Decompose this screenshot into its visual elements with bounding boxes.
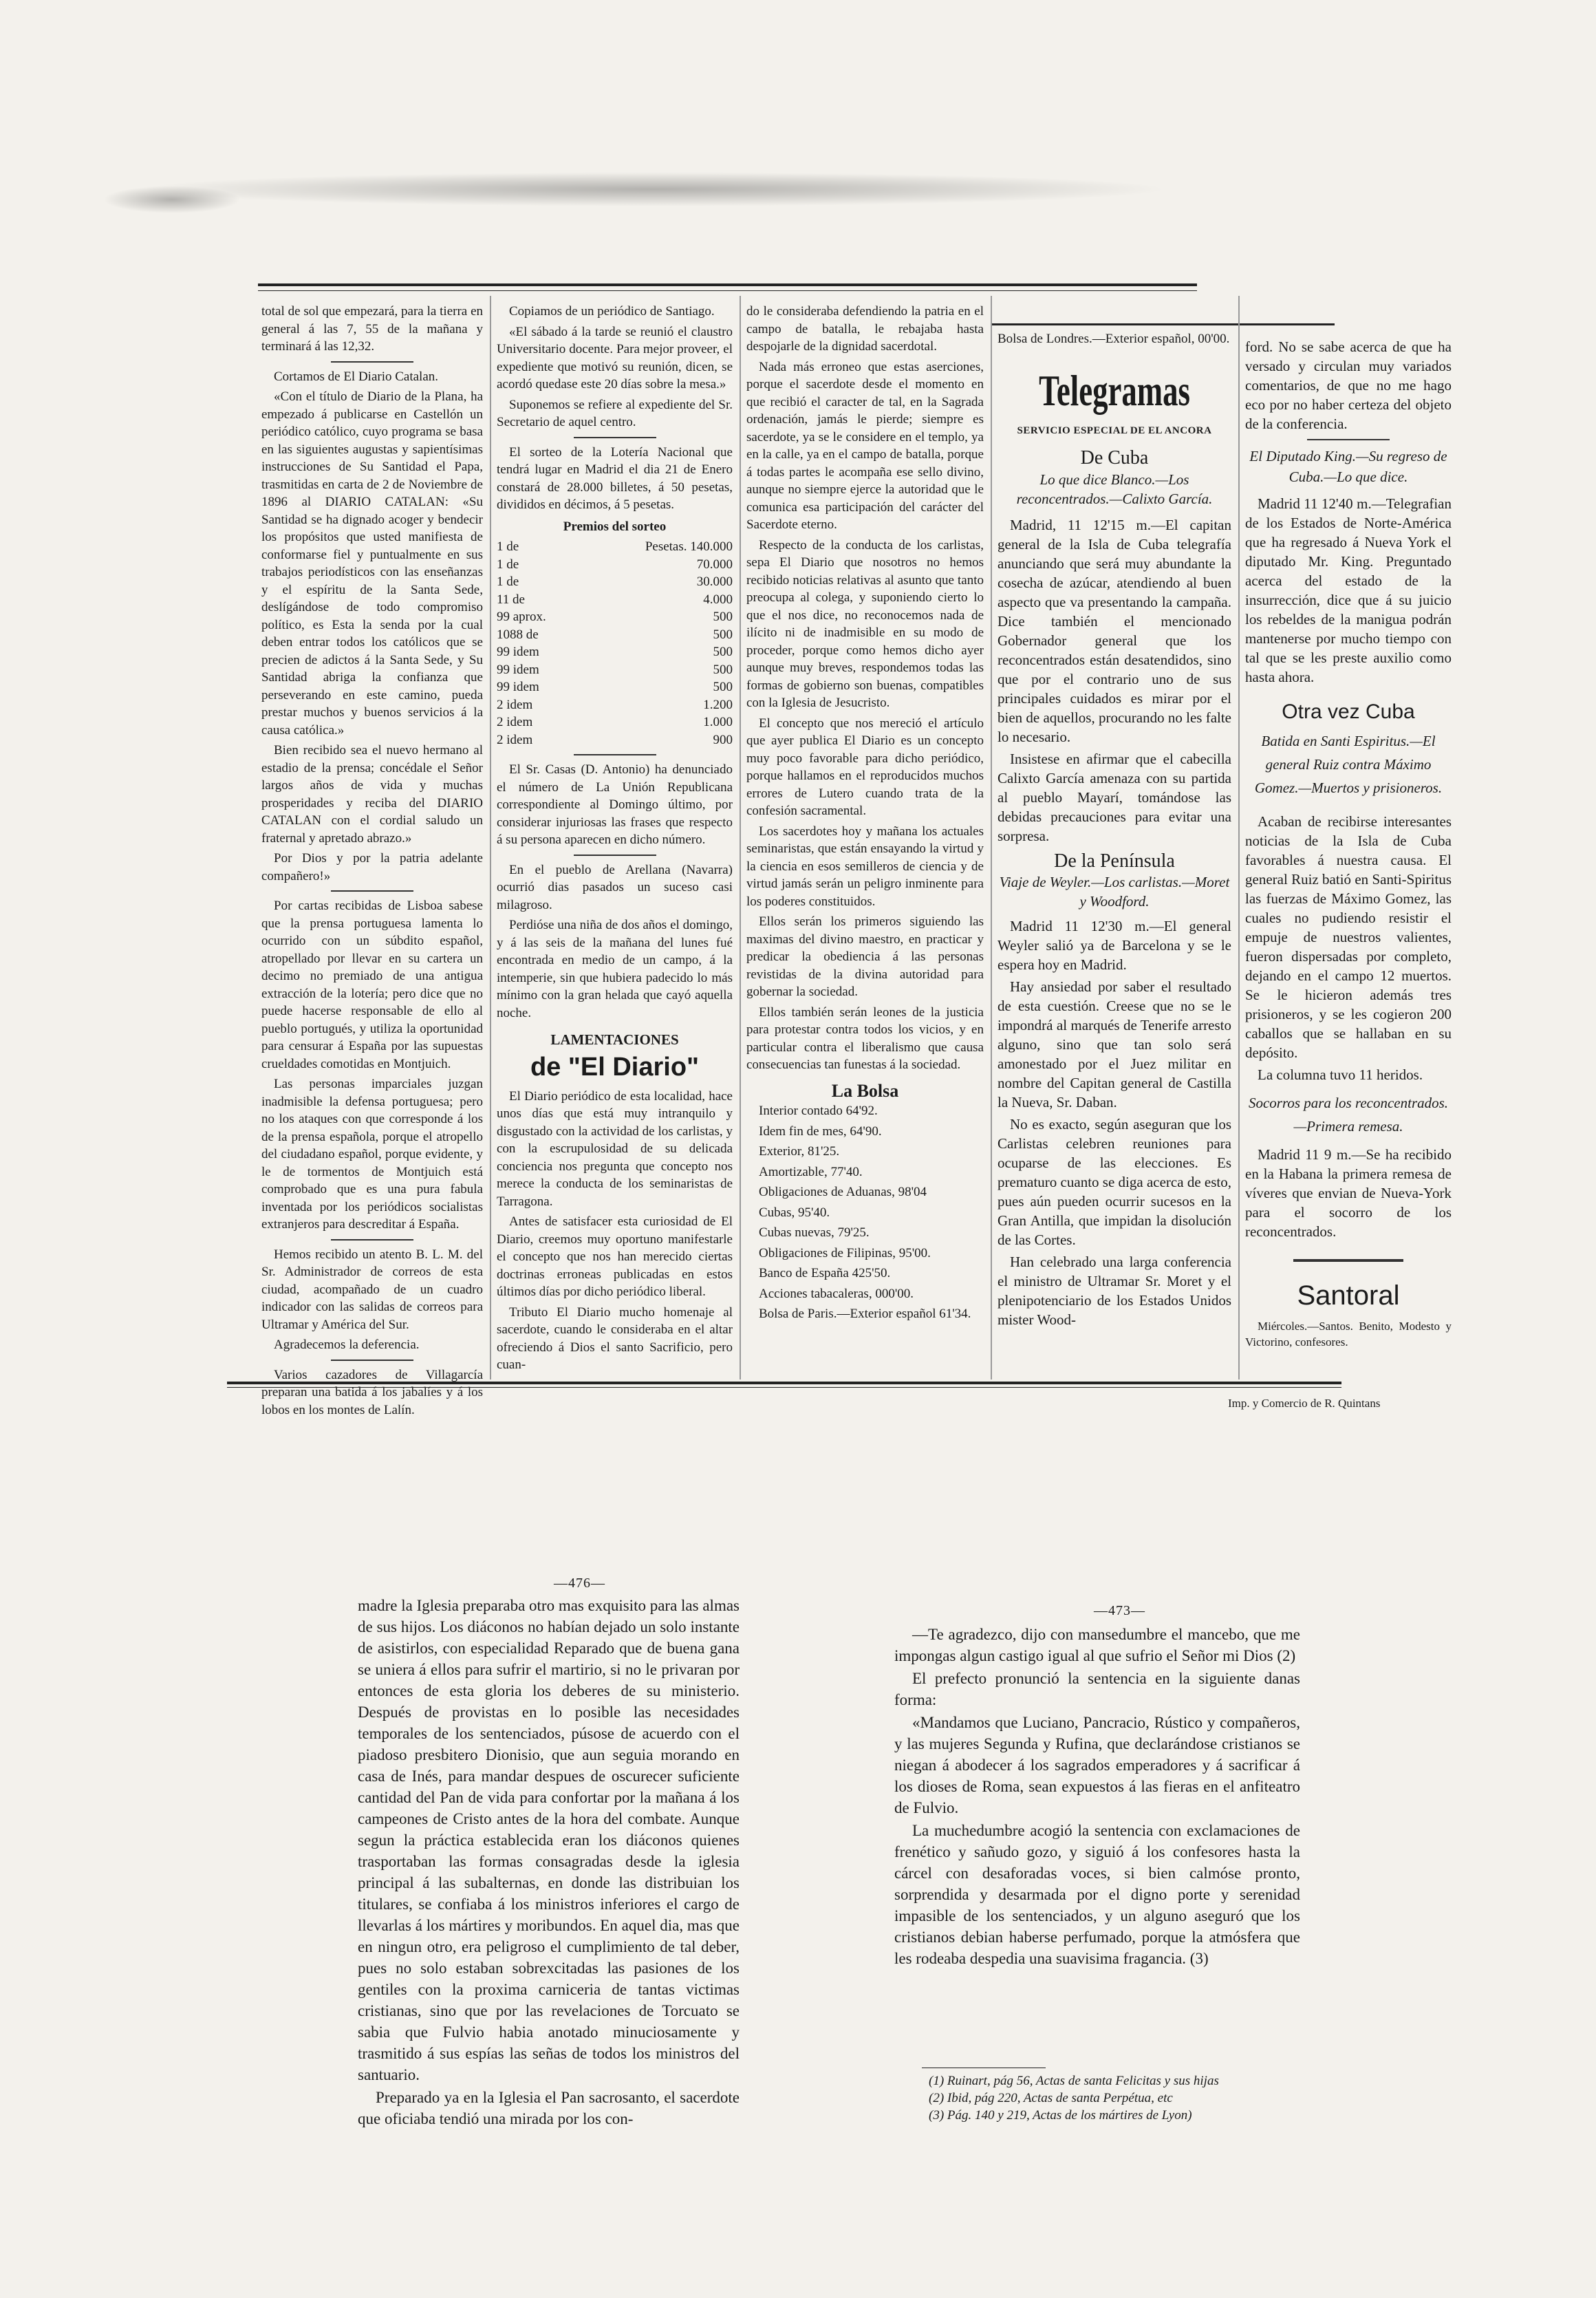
paragraph: «El sábado á la tarde se reunió el claustro Universitario docente. Para mejor proveer, el expediente que motivó su reunión, dicen, se acordó quedase este 20 días sobre la mesa.»	[497, 324, 733, 391]
column-divider	[991, 296, 992, 1379]
prize-amount: 1.200	[703, 697, 733, 712]
paragraph: Acaban de recibirse interesantes noticias de la Isla de Cuba favorables á nuestra causa. El general Ruiz batió en Santi-Spiritus las fuerzas de Máximo Gomez, las cuales no pudiendo resistir el empuje de nuestros valientes, fueron dispersadas por completo, dejando en el campo 12 muertos. Se le hicieron además tres prisioneros, y se les cogieron 200 caballos que se hallaban en su depósito.	[1245, 813, 1452, 1061]
santoral-heading: Santoral	[1297, 1280, 1400, 1311]
column-divider	[490, 296, 491, 1379]
prize-amount: 500	[713, 645, 733, 659]
peninsula-heading: De la Península	[1054, 850, 1175, 872]
otra-vez-cuba-heading: Otra vez Cuba	[1282, 700, 1415, 723]
paragraph: Antes de satisfacer esta curiosidad de El Diario, creemos muy oportuno manifestarle el concepto que nos han merecido ciertas doctrinas erroneas publicadas en estos últimos días por dicho periódico liberal.	[497, 1214, 733, 1299]
prize-label: 99 idem	[497, 680, 539, 694]
separator	[331, 890, 413, 892]
separator	[331, 1239, 413, 1241]
prize-table-title: Premios del sorteo	[563, 519, 667, 534]
prize-amount: 1.000	[703, 715, 733, 729]
bolsa-item: Obligaciones de Aduanas, 98'04	[759, 1185, 927, 1199]
paragraph: Respecto de la conducta de los carlistas, sepa El Diario que nosotros no hemos recibido noticias relativas al asunto que tanto preocupa al colega, y suponiendo cierto lo que el nos dice, no reconocemos nada de ilícito ni de inadmisible en su modo de proceder, porque como hemos dicho ayer aunque muy breves, respondemos todas las formas de gobierno son buenas, compatibles con la Iglesia de Jesucristo.	[746, 537, 984, 710]
prize-row	[497, 573, 733, 591]
prize-label: 1 de	[497, 557, 519, 572]
paragraph: do le consideraba defendiendo la patria en el campo de batalla, le rebajaba hasta despojarle de la dignidad sacerdotal.	[746, 304, 984, 354]
page-number-left: —476—	[554, 1576, 605, 1591]
prize-row	[497, 591, 733, 609]
paragraph: madre la Iglesia preparaba otro mas exquisito para las almas de sus hijos. Los diáconos no habían dejado un solo instante de asistirlos, con especialidad Reparado que de buena gana se uniera á ellos para sufrir el martirio, si no le privaran por entonces de esta gloria los deberes de su ministerio. Después de provistas en lo posible las necesidades temporales de los sentenciados, púsose de acuerdo con el piadoso presbitero Dionisio, que aun seguia morando en casa de Inés, para mandar despues de oscurecer suficiente cantidad del Pan de vida para confortar por la mañana á los campeones de Cristo antes de la hora del combate. Aunque segun la práctica establecida eran los diáconos quienes trasportaban las formas consagradas desde la iglesia principal á las subalternas, en donde las distribuian los titulares, se confiaba á los ministros inferiores el cargo de llevarlas á los mártires y moribundos. En aquel dia, mas que en ningun otro, era peligroso el cumplimiento de tal deber, pues no solo estaban sobrexcitadas las pasiones de los gentiles con la proxima carniceria de tantas victimas cristianas, sino que por las revelaciones de Torcuato se sabia que Fulvio habia anotado minuciosamente y trasmitido á sus espías las señas de todos los ministros del santuario.	[358, 1597, 740, 2083]
prize-label: 1 de	[497, 539, 519, 554]
paragraph: «Mandamos que Luciano, Pancracio, Rústico y compañeros, y las mujeres Segunda y Rufina, que declarándose cristianos se niegan á abodecer á los sagrados emperadores y á sacrificar á los dioses de Roma, sean expuestos á las fieras en el anfiteatro de Fulvio.	[894, 1714, 1300, 1816]
top-rule-thin	[258, 290, 1197, 291]
scan-smudge-left	[103, 186, 241, 213]
footnotes	[929, 2072, 1314, 2124]
socorros-subheading: Socorros para los reconcentrados.—Primera remesa.	[1248, 1094, 1449, 1135]
paragraph: Las personas imparciales juzgan inadmisible la defensa portuguesa; pero no los ataques con que corresponde á los de la prensa española, porque el atropello del ciudadano español, porque evidente, y le de tormentos de Montjuich está comprobado que es una pura fabula inventada por los periódicos socialistas extranjeros para descreditar á España.	[261, 1077, 483, 1232]
column-1	[261, 303, 483, 1417]
prize-label: 1 de	[497, 574, 519, 589]
prize-row	[497, 661, 733, 679]
telegramas-heading: Telegramas	[1039, 365, 1190, 415]
prize-row	[497, 538, 733, 556]
paragraph: Madrid, 11 12'15 m.—El capitan general de la Isla de Cuba telegrafía anunciando que será muy abundante la cosecha de azúcar, atendiendo al buen aspecto que va presentando la campaña. Dice también el mencionado Gobernador general que los reconcentrados están desatendidos, sino que por el contrario uno de sus principales cuidados es mirar por el bien de aquellos, procurando no les falte lo necesario.	[998, 516, 1231, 745]
column-divider	[1238, 296, 1240, 1379]
prize-row	[497, 626, 733, 644]
column-4	[998, 330, 1231, 1379]
paragraph: El sorteo de la Lotería Nacional que tendrá lugar en Madrid el dia 21 de Enero constará de 28.000 billetes, á 50 pesetas, divididos en décimos, á 5 pesetas.	[497, 444, 733, 512]
separator	[331, 1360, 413, 1361]
bolsa-heading: La Bolsa	[831, 1080, 899, 1101]
scan-smudge-top	[138, 172, 1169, 206]
paragraph: Hay ansiedad por saber el resultado de esta cuestión. Creese que no se le impondrá al marqués de Tenerife arresto alguno, sino que tan solo será amonestado por el Juez militar en nombre del Capitan general de Castilla la Nueva, Sr. Daban.	[998, 978, 1231, 1110]
prize-amount: 30.000	[696, 574, 733, 589]
bolsa-item: Exterior, 81'25.	[759, 1144, 840, 1159]
paragraph: Copiamos de un periódico de Santiago.	[509, 304, 715, 319]
peninsula-subheading: Viaje de Weyler.—Los carlistas.—Moret y Woodford.	[999, 874, 1230, 910]
top-rule-right	[991, 323, 1335, 325]
prize-label: 99 aprox.	[497, 610, 546, 624]
prize-label: 99 idem	[497, 645, 539, 659]
imprenta-credit: Imp. y Comercio de R. Quintans	[1228, 1397, 1381, 1410]
separator	[331, 361, 413, 363]
paragraph: Ellos serán los primeros siguiendo las maximas del divino maestro, en practicar y predicar la obediencia á las personas revistidas de la divina autoridad para gobernar la sociedad.	[746, 914, 984, 999]
paragraph: El Diario periódico de esta localidad, hace unos días que está muy intranquilo y disgustado con la actividad de los carlistas, y con la escrupulosidad de su delicada conciencia nos pregunta que concepto nos merece la conducta de los seminaristas de Tarragona.	[497, 1088, 733, 1209]
cuba-subheading: Lo que dice Blanco.—Los reconcentrados.—Calixto García.	[1016, 471, 1213, 507]
paragraph: Bien recibido sea el nuevo hermano al estadio de la prensa; concédale el Señor largos años de vida y muchas prosperidades y reciba del DIARIO CATALAN con el cordial saludo un fraternal y apretado abrazo.»	[261, 743, 483, 846]
bolsa-item: Cubas, 95'40.	[759, 1205, 830, 1220]
prize-amount: 500	[713, 627, 733, 642]
paragraph: Preparado ya en la Iglesia el Pan sacrosanto, el sacerdote que oficiaba tendió una mirada por los con-	[358, 2089, 740, 2127]
separator	[574, 754, 656, 755]
bolsa-list	[746, 1102, 984, 1323]
column-3	[746, 303, 984, 1379]
separator	[1307, 439, 1390, 440]
prize-amount: Pesetas. 140.000	[645, 539, 733, 554]
el-diario-heading: de "El Diario"	[530, 1052, 700, 1082]
lower-left-text	[358, 1595, 740, 2283]
paragraph: Bolsa de Londres.—Exterior español, 00'00.	[998, 332, 1230, 346]
page-number-right: —473—	[1094, 1603, 1145, 1618]
prize-label: 2 idem	[497, 697, 533, 712]
footnote: (2) Ibid, pág 220, Actas de santa Perpétua, etc	[929, 2091, 1173, 2105]
paragraph: Insistese en afirmar que el cabecilla Calixto García amenaza con su partida al pueblo Mayarí, tomándose las debidas precauciones para evitar una sorpresa.	[998, 750, 1231, 844]
paragraph: —Te agradezco, dijo con mansedumbre el mancebo, que me impongas algun castigo igual al que sufrio el Señor mi Dios (2)	[894, 1626, 1300, 1664]
prize-row	[497, 556, 733, 574]
paragraph: El prefecto pronunció la sentencia en la siguiente danas forma:	[894, 1670, 1300, 1708]
paragraph: Ellos también serán leones de la justicia para protestar contra todos los vicios, y en particular contra el liberalismo que causa consecuencias tan funestas á la sociedad.	[746, 1005, 984, 1072]
prize-amount: 4.000	[703, 592, 733, 607]
separator	[574, 855, 656, 856]
paragraph: Hemos recibido un atento B. L. M. del Sr. Administrador de correos de esta ciudad, acompañado de un cuadro indicador con las salidas de correos para Ultramar y América del Sur.	[261, 1247, 483, 1332]
paragraph: Varios cazadores de Villagarcía preparan una batida á los jabalíes y á los lobos en los montes de Lalín.	[261, 1367, 483, 1417]
paragraph: El Sr. Casas (D. Antonio) ha denunciado el número de La Unión Republicana correspondiente al Domingo último, por considerar injuriosas las frases que respecto á su persona aparecen en dicho número.	[497, 762, 733, 847]
separator	[574, 437, 656, 438]
prize-label: 1088 de	[497, 627, 539, 642]
bolsa-item: Cubas nuevas, 79'25.	[759, 1225, 870, 1240]
paragraph: Madrid 11 12'30 m.—El general Weyler salió ya de Barcelona y se le espera hoy en Madrid.	[998, 918, 1231, 973]
bolsa-item: Acciones tabacaleras, 000'00.	[759, 1286, 914, 1301]
paragraph: Han celebrado una larga conferencia el ministro de Ultramar Sr. Moret y el plenipotenciario de los Estados Unidos mister Wood-	[998, 1254, 1231, 1328]
bolsa-item: Bolsa de Paris.—Exterior español 61'34.	[759, 1307, 971, 1321]
paragraph: El concepto que nos mereció el artículo que ayer publica El Diario es un concepto muy poco favorable para dicho periódico, porque hallamos en el reproducidos muchos errores de Lutero cuando trata de la confesión sacramental.	[746, 716, 984, 818]
column-2	[497, 303, 733, 1379]
bolsa-item: Interior contado 64'92.	[759, 1104, 878, 1118]
prize-label: 2 idem	[497, 732, 533, 747]
bolsa-item: Idem fin de mes, 64'90.	[759, 1124, 882, 1139]
footnote: (1) Ruinart, pág 56, Actas de santa Felicitas y sus hijas	[929, 2074, 1219, 2088]
de-cuba-heading: De Cuba	[1080, 447, 1149, 469]
column-divider	[740, 296, 741, 1379]
servicio-especial: SERVICIO ESPECIAL DE EL ANCORA	[1017, 425, 1212, 436]
paragraph: La muchedumbre acogió la sentencia con exclamaciones de frenético y sañudo gozo, y siguió á los confesores hasta la cárcel con desaforadas voces, si bien calmóse pronto, sorprendida y desarmada por el digno porte y serenidad impasible de los sentenciados, y un alguno aseguró que los cristianos debian haberse perfumado, porque la atmósfera que les rodeaba despedia una suavisima fragancia. (3)	[894, 1822, 1300, 1967]
separator	[1293, 1259, 1403, 1262]
paragraph: Tributo El Diario mucho homenaje al sacerdote, cuando le consideraba en el altar ofreciendo á Dios el santo Sacrificio, pero cuan-	[497, 1304, 733, 1372]
prize-label: 2 idem	[497, 715, 533, 729]
paragraph: ford. No se sabe acerca de que ha versado y circulan muy variados comentarios, de que no me hago eco por no haber certeza del objeto de la conferencia.	[1245, 339, 1452, 432]
paragraph: En el pueblo de Arellana (Navarra) ocurrió dias pasados un suceso casi milagroso.	[497, 862, 733, 912]
paragraph: Por Dios y por la patria adelante compañero!»	[261, 851, 483, 883]
lamentaciones-heading: LAMENTACIONES	[550, 1031, 679, 1048]
king-subheading: El Diputado King.—Su regreso de Cuba.—Lo que dice.	[1249, 448, 1447, 485]
prize-row	[497, 608, 733, 626]
paragraph: Nada más erroneo que estas aserciones, porque el sacerdote desde el momento en que recibió el caracter de tal, en la Sagrada ordenación, jamás le pierde; siempre es sacerdote, ya se le considere en el templo, ya en la calle, ya en el campo de batalla, porque á todas partes le acompaña ese sello divino, aunque no siempre ejerce la autoridad que le comunica esa participación del carácter del Sacerdote eterno.	[746, 359, 984, 532]
paragraph: Suponemos se refiere al expediente del Sr. Secretario de aquel centro.	[497, 397, 733, 429]
bolsa-item: Banco de España 425'50.	[759, 1266, 891, 1280]
paragraph: «Con el título de Diario de la Plana, ha empezado á publicarse en Castellón un periódico católico, cuyo programa se basa en las siguientes augustas y sapientísimas instrucciones de Su Santidad el Papa, trasmitidas en carta de 2 de Noviembre de 1896 al DIARIO CATALAN: «Su Santidad se ha dignado acoger y bendecir los propósitos que usted manifiesta de conformarse fiel y puntualmente en sus trabajos periodísticos con las enseñanzas y el espíritu de la Santa Sede, deslígándose de todo compromiso político, es Esta la senda por la cual deben entrar todos los católicos que se precien de adictos á la Santa Sede, y Su Santidad abriga la confianza que perseverando en este camino, pueda prestar muchos y buenos servicios á la causa católica.»	[261, 389, 483, 738]
prize-amount: 500	[713, 610, 733, 624]
paragraph: Perdióse una niña de dos años el domingo, y á las seis de la mañana del lunes fué encontrada en medio de un campo, á la intemperie, sin que hubiera padecido lo más mínimo con la gran helada que cayó aquella noche.	[497, 918, 733, 1020]
prize-row	[497, 731, 733, 749]
paragraph: Agradecemos la deferencia.	[274, 1338, 420, 1352]
prize-amount: 500	[713, 662, 733, 677]
prize-row	[497, 678, 733, 696]
lower-right-text	[894, 1624, 1300, 2064]
prize-amount: 70.000	[696, 557, 733, 572]
prize-amount: 900	[713, 732, 733, 747]
paragraph: Madrid 11 9 m.—Se ha recibido en la Habana la primera remesa de víveres que envian de Nueva-York para el socorro de los reconcentrados.	[1245, 1146, 1452, 1240]
paragraph: La columna tuvo 11 heridos.	[1258, 1066, 1423, 1083]
prize-table	[497, 538, 733, 749]
santoral-text: Miércoles.—Santos. Benito, Modesto y Victorino, confesores.	[1245, 1319, 1452, 1349]
paragraph: Por cartas recibidas de Lisboa sabese que la prensa portuguesa lamenta lo ocurrido con un súbdito español, atropellado por llevar en su cartera un decimo no premiado de una antigua extracción de la lotería; pero dice que no puede hacerse responsable de ello al pueblo portugués, y utiliza la oportunidad para censurar á España por las supuestas crueldades comotidas en Montjuich.	[261, 899, 483, 1071]
paragraph: Los sacerdotes hoy y mañana los actuales seminaristas, que están ensayando la virtud y la ciencia en esos semilleros de ciencia y de virtud jamás serán un peligro inminente para los poderes constituidos.	[746, 824, 984, 909]
otra-vez-cuba-subheading: Batida en Santi Espiritus.—El general Ruiz contra Máximo Gomez.—Muertos y prisioneros.	[1254, 732, 1443, 796]
prize-row	[497, 643, 733, 661]
paragraph: Madrid 11 12'40 m.—Telegrafian de los Estados de Norte-América que ha regresado á Nueva York el diputado Mr. King. Preguntado acerca del estado de la insurrección, dice que á su juicio los rebeldes de la manigua podrán mantenerse por mucho tiempo con tal que se les preste auxilio como hasta ahora.	[1245, 495, 1452, 685]
paragraph: No es exacto, según aseguran que los Carlistas celebren reuniones para ocuparse de las elecciones. Es prematuro cuanto se diga acerca de esto, pues aún pueden ocurrir sucesos en la Gran Antilla, que impidan la disolución de las Cortes.	[998, 1116, 1231, 1248]
prize-label: 99 idem	[497, 662, 539, 677]
prize-row	[497, 696, 733, 714]
footnote: (3) Pág. 140 y 219, Actas de los mártires de Lyon)	[929, 2108, 1192, 2123]
top-rule	[258, 283, 1197, 286]
prize-row	[497, 713, 733, 731]
bolsa-item: Amortizable, 77'40.	[759, 1164, 863, 1179]
bolsa-item: Obligaciones de Filipinas, 95'00.	[759, 1245, 931, 1260]
paragraph: total de sol que empezará, para la tierra en general á las 7, 55 de la mañana y terminará á las 12,32.	[261, 304, 483, 354]
column-5	[1245, 337, 1452, 1424]
prize-amount: 500	[713, 680, 733, 694]
prize-label: 11 de	[497, 592, 525, 607]
paragraph: Cortamos de El Diario Catalan.	[274, 369, 439, 384]
